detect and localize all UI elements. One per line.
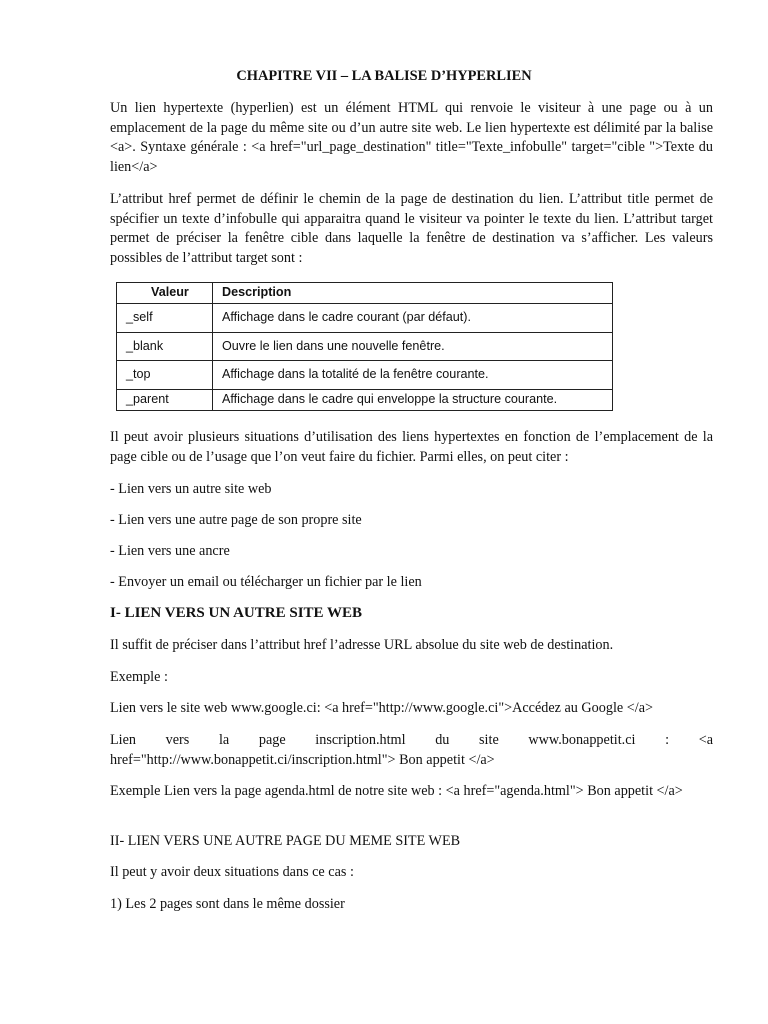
target-values-table <box>116 282 613 411</box>
list-item: - Lien vers une ancre <box>110 543 230 559</box>
example-agenda: Exemple Lien vers la page agenda.html de notre site web : <a href="agenda.html"> Bon appetit </a> <box>110 783 683 799</box>
example-bonappetit: Lien vers la page inscription.html du site www.bonappetit.ci : <a href="http://www.bonappetit.ci/inscription.html"> Bon appetit </a> <box>110 732 713 768</box>
intro-paragraph: Un lien hypertexte (hyperlien) est un élément HTML qui renvoie le visiteur à une page ou à un emplacement de la page du même site ou d’un autre site web. Le lien hypertexte est délimité par la balise <a>. Syntaxe générale : <a href="url_page_destination" title="Texte_infobulle" target="cible ">Texte du lien</a> <box>110 100 713 175</box>
section2-heading: II- LIEN VERS UNE AUTRE PAGE DU MEME SITE WEB <box>110 833 461 849</box>
table-cell-value: _top <box>117 361 213 390</box>
list-item: - Envoyer un email ou télécharger un fichier par le lien <box>110 574 422 590</box>
section1-heading: I- LIEN VERS UN AUTRE SITE WEB <box>110 605 363 621</box>
table-row <box>117 390 613 411</box>
table-row <box>117 361 613 390</box>
chapter-title: CHAPITRE VII – LA BALISE D’HYPERLIEN <box>236 68 532 84</box>
table-row <box>117 333 613 361</box>
table-header-value: Valeur <box>117 283 213 304</box>
table-cell-description: Ouvre le lien dans une nouvelle fenêtre. <box>213 333 613 361</box>
example-google: Lien vers le site web www.google.ci: <a href="http://www.google.ci">Accédez au Google </a> <box>110 700 653 716</box>
example-label: Exemple : <box>110 669 168 685</box>
table-header-description: Description <box>213 283 613 304</box>
table-cell-value: _blank <box>117 333 213 361</box>
attributes-paragraph: L’attribut href permet de définir le chemin de la page de destination du lien. L’attribut title permet de spécifier un texte d’infobulle qui apparaitra quand le visiteur va pointer le texte du lien. L’attribut target permet de préciser la fenêtre cible dans laquelle la fenêtre de destination va s’afficher. Les valeurs possibles de l’attribut target sont : <box>110 191 713 266</box>
table-cell-description: Affichage dans le cadre qui enveloppe la structure courante. <box>213 390 613 411</box>
table-cell-value: _self <box>117 304 213 333</box>
table-cell-description: Affichage dans la totalité de la fenêtre courante. <box>213 361 613 390</box>
case1-text: 1) Les 2 pages sont dans le même dossier <box>110 896 345 912</box>
table-cell-description: Affichage dans le cadre courant (par défaut). <box>213 304 613 333</box>
list-item: - Lien vers une autre page de son propre site <box>110 512 362 528</box>
section1-text: Il suffit de préciser dans l’attribut href l’adresse URL absolue du site web de destination. <box>110 637 614 653</box>
list-item: - Lien vers un autre site web <box>110 481 272 497</box>
table-cell-value: _parent <box>117 390 213 411</box>
table-row <box>117 304 613 333</box>
table-header-row <box>117 283 613 304</box>
section2-text: Il peut y avoir deux situations dans ce cas : <box>110 864 354 880</box>
situations-paragraph: Il peut avoir plusieurs situations d’utilisation des liens hypertextes en fonction de l’emplacement de la page cible ou de l’usage que l’on veut faire du fichier. Parmi elles, on peut citer : <box>110 429 713 465</box>
